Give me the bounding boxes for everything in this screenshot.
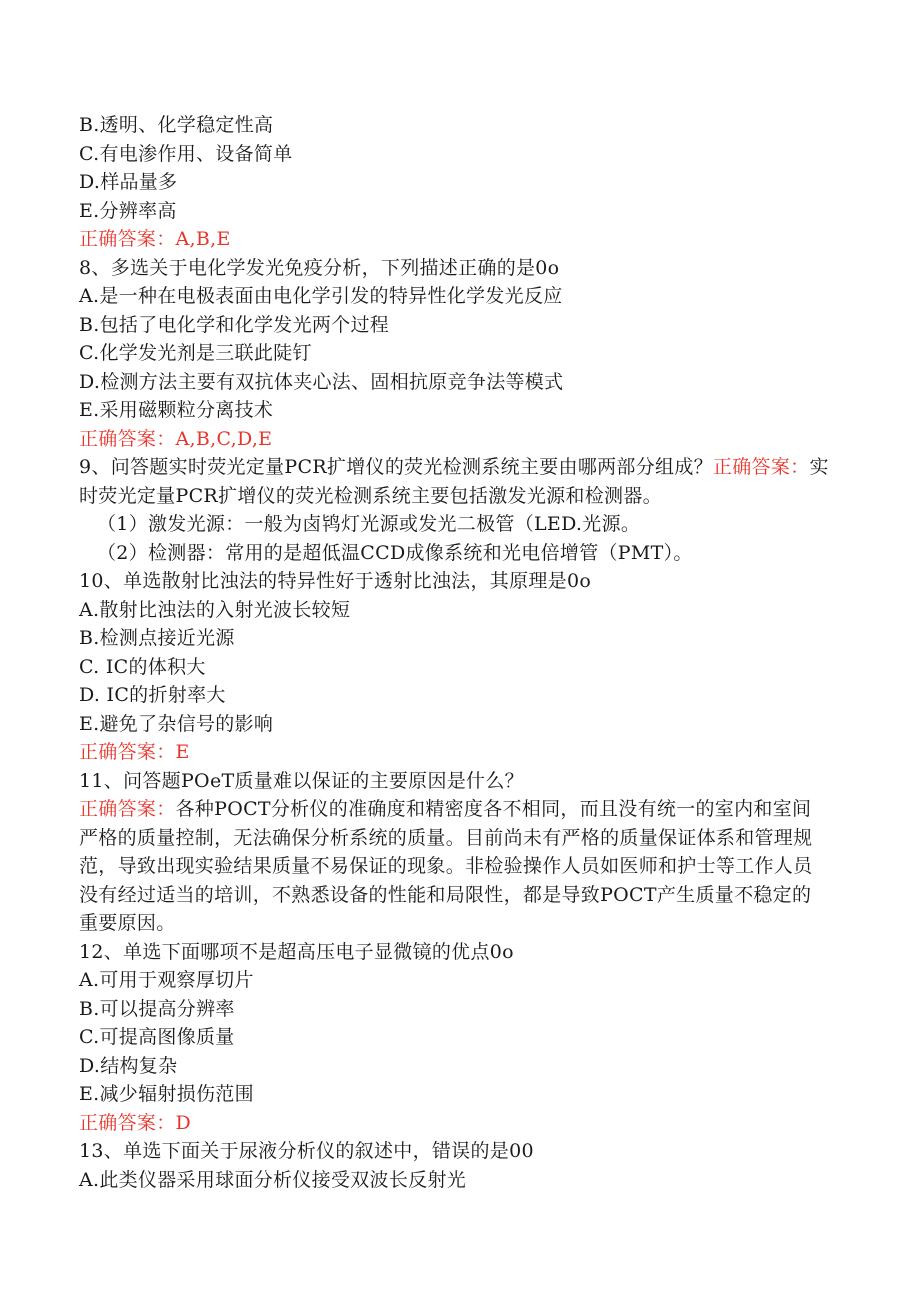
q8-option-b: B.包括了电化学和化学发光两个过程 <box>79 313 390 336</box>
document-page <box>79 111 829 1194</box>
q10-option-a: A.散射比浊法的入射光波长较短 <box>79 598 351 621</box>
q9-answer-text: 实时荧光定量PCR扩增仪的荧光检测系统主要包括激发光源和检测器。 <box>79 456 829 507</box>
answer-value: E <box>175 741 190 763</box>
q9-point-1: （1）激发光源：一般为卤鸨灯光源或发光二极管（LED.光源。 <box>97 513 641 535</box>
answer-label: 正确答案： <box>79 427 176 450</box>
answer-label: 正确 <box>712 456 752 478</box>
answer-value: A,B,C,D,E <box>175 427 273 450</box>
q10-question: 10、单选散射比浊法的特异性好于透射比浊法，其原理是0o <box>79 570 592 592</box>
q10-option-c: C. IC的体积大 <box>79 655 206 678</box>
q11-question: 11、问答题POeT质量难以保证的主要原因是什么？ <box>79 769 524 792</box>
answer-label: 正确答案： <box>79 228 176 250</box>
q12-question: 12、单选下面哪项不是超高压电子显微镜的优点0o <box>79 940 514 963</box>
q9-question <box>79 453 829 510</box>
q13-question: 13、单选下面关于尿液分析仪的叙述中，错误的是00 <box>79 1140 534 1162</box>
answer-label: 答案： <box>751 456 810 478</box>
answer-label: 正确答案： <box>79 798 176 820</box>
q9-point-2: （2）检测器：常用的是超低温CCD成像系统和光电倍增管（PMT）。 <box>97 541 693 564</box>
answer-label: 正确答案： <box>79 741 176 763</box>
q7-option-d: D.样品量多 <box>79 171 178 193</box>
q8-answer <box>79 425 829 454</box>
q7-option-c: C.有电渗作用、设备简单 <box>79 142 293 165</box>
q10-option-e: E.避免了杂信号的影响 <box>79 712 274 735</box>
q8-option-d: D.检测方法主要有双抗体夹心法、固相抗原竞争法等模式 <box>79 370 564 393</box>
q13-option-a: A.此类仪器采用球面分析仪接受双波长反射光 <box>79 1168 467 1191</box>
q8-option-c: C.化学发光剂是三联此陡钉 <box>79 342 312 364</box>
q12-option-e: E.减少辐射损伤范围 <box>79 1083 254 1105</box>
q10-answer <box>79 738 829 767</box>
q9-question-text: 9、问答题实时荧光定量PCR扩增仪的荧光检测系统主要由哪两部分组成？ <box>79 456 713 478</box>
q12-option-a: A.可用于观察厚切片 <box>79 969 254 991</box>
answer-value: A,B,E <box>175 228 231 250</box>
q12-answer <box>79 1109 829 1138</box>
answer-value: D <box>175 1111 192 1134</box>
q7-option-e: E.分辨率高 <box>79 199 177 222</box>
q8-option-e: E.采用磁颗粒分离技术 <box>79 399 274 421</box>
q11-answer-text: 各种POCT分析仪的准确度和精密度各不相同，而且没有统一的室内和室间严格的质量控制，无法确保分析系统的质量。目前尚未有严格的质量保证体系和管理规范，导致出现实验结果质量不易保证的现象。非检验操作人员如医师和护士等工作人员没有经过适当的培训，不熟悉设备的性能和局限性，都是导致POCT产生质量不稳定的重要原因。 <box>79 798 813 934</box>
q11-answer <box>79 795 829 938</box>
q12-option-d: D.结构复杂 <box>79 1054 178 1077</box>
q12-option-b: B.可以提高分辨率 <box>79 997 235 1020</box>
q7-answer <box>79 225 829 254</box>
q7-option-b: B.透明、化学稳定性高 <box>79 114 274 136</box>
q12-option-c: C.可提高图像质量 <box>79 1026 235 1048</box>
q8-question: 8、多选关于电化学发光免疫分析，下列描述正确的是0o <box>79 256 560 279</box>
q10-option-b: B.检测点接近光源 <box>79 627 235 649</box>
q8-option-a: A.是一种在电极表面由电化学引发的特异性化学发光反应 <box>79 285 563 307</box>
answer-label: 正确答案： <box>79 1111 176 1134</box>
q10-option-d: D. IC的折射率大 <box>79 684 226 706</box>
